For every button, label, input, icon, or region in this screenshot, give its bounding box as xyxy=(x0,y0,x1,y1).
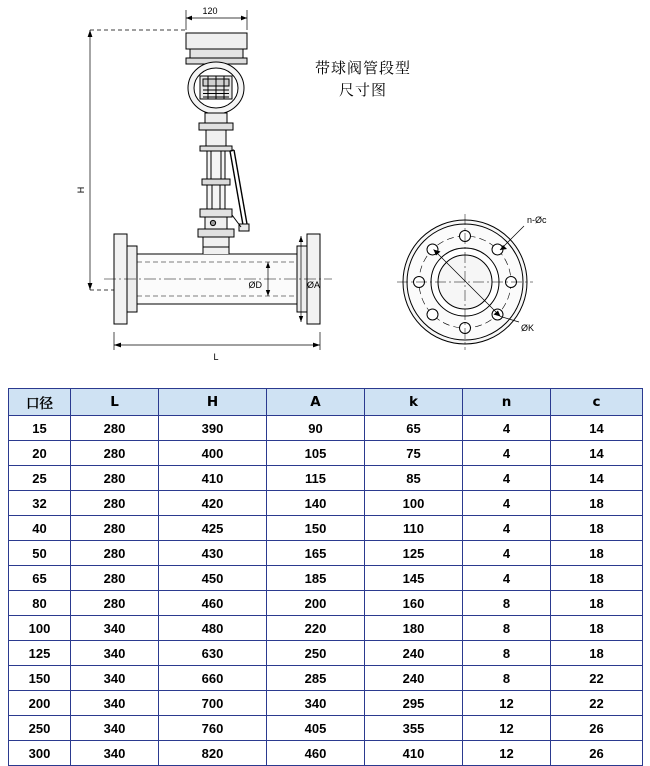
cell-H: 450 xyxy=(159,566,267,591)
label-flange-holes: n-Øc xyxy=(527,215,547,225)
table-row xyxy=(9,416,643,441)
cell-A: 220 xyxy=(267,616,365,641)
drawing-title xyxy=(288,57,438,101)
cell-H: 410 xyxy=(159,466,267,491)
table-row xyxy=(9,541,643,566)
cell-k: 75 xyxy=(365,441,463,466)
cell-kou-jing: 200 xyxy=(9,691,71,716)
cell-kou-jing: 80 xyxy=(9,591,71,616)
cell-H: 760 xyxy=(159,716,267,741)
stem-assembly xyxy=(198,130,234,247)
cell-H: 430 xyxy=(159,541,267,566)
cell-k: 65 xyxy=(365,416,463,441)
table-row xyxy=(9,741,643,766)
valve-handle xyxy=(230,150,249,231)
cell-k: 410 xyxy=(365,741,463,766)
cell-kou-jing: 20 xyxy=(9,441,71,466)
label-L: L xyxy=(213,352,219,362)
cell-k: 145 xyxy=(365,566,463,591)
table-row xyxy=(9,591,643,616)
cell-A: 340 xyxy=(267,691,365,716)
cell-n: 12 xyxy=(463,691,551,716)
cell-n: 4 xyxy=(463,441,551,466)
technical-drawing xyxy=(0,0,650,380)
cell-c: 18 xyxy=(551,541,643,566)
cell-A: 105 xyxy=(267,441,365,466)
cell-k: 240 xyxy=(365,641,463,666)
cell-A: 140 xyxy=(267,491,365,516)
cell-L: 280 xyxy=(71,516,159,541)
cell-kou-jing: 65 xyxy=(9,566,71,591)
cell-A: 285 xyxy=(267,666,365,691)
cell-A: 460 xyxy=(267,741,365,766)
cell-n: 12 xyxy=(463,741,551,766)
table-row xyxy=(9,466,643,491)
cell-H: 660 xyxy=(159,666,267,691)
table-row xyxy=(9,666,643,691)
cell-L: 340 xyxy=(71,691,159,716)
cell-L: 280 xyxy=(71,466,159,491)
cell-k: 240 xyxy=(365,666,463,691)
table-row xyxy=(9,641,643,666)
cell-kou-jing: 40 xyxy=(9,516,71,541)
cell-c: 26 xyxy=(551,716,643,741)
cell-n: 8 xyxy=(463,666,551,691)
column-header-H: H xyxy=(159,389,267,416)
dim-L xyxy=(114,332,320,350)
cell-L: 280 xyxy=(71,541,159,566)
cell-A: 405 xyxy=(267,716,365,741)
cell-A: 200 xyxy=(267,591,365,616)
cell-L: 340 xyxy=(71,616,159,641)
cell-L: 280 xyxy=(71,441,159,466)
cell-n: 4 xyxy=(463,541,551,566)
label-dia-A: ØA xyxy=(307,280,321,290)
flange-face-view xyxy=(397,214,533,350)
cell-c: 18 xyxy=(551,591,643,616)
column-header-kou-jing: 口径 xyxy=(9,389,71,416)
cell-kou-jing: 300 xyxy=(9,741,71,766)
cell-c: 18 xyxy=(551,516,643,541)
cell-c: 26 xyxy=(551,741,643,766)
cell-n: 4 xyxy=(463,516,551,541)
cell-k: 160 xyxy=(365,591,463,616)
cell-n: 4 xyxy=(463,466,551,491)
cell-H: 700 xyxy=(159,691,267,716)
label-bolt-circle: ØK xyxy=(521,323,535,333)
cell-L: 340 xyxy=(71,666,159,691)
pipe-body xyxy=(104,234,332,324)
dimension-table xyxy=(8,388,643,766)
cell-n: 4 xyxy=(463,491,551,516)
transmitter-housing xyxy=(186,33,247,130)
drawing-title-line1: 带球阀管段型 xyxy=(314,59,411,77)
cell-A: 165 xyxy=(267,541,365,566)
cell-kou-jing: 250 xyxy=(9,716,71,741)
cell-k: 100 xyxy=(365,491,463,516)
cell-kou-jing: 15 xyxy=(9,416,71,441)
cell-kou-jing: 32 xyxy=(9,491,71,516)
cell-H: 420 xyxy=(159,491,267,516)
column-header-n: n xyxy=(463,389,551,416)
cell-n: 8 xyxy=(463,641,551,666)
column-header-c: c xyxy=(551,389,643,416)
drawing-title-line2: 尺寸图 xyxy=(338,81,387,99)
cell-L: 340 xyxy=(71,716,159,741)
cell-n: 12 xyxy=(463,716,551,741)
cell-H: 820 xyxy=(159,741,267,766)
cell-c: 14 xyxy=(551,466,643,491)
cell-n: 4 xyxy=(463,566,551,591)
cell-L: 280 xyxy=(71,491,159,516)
cell-H: 630 xyxy=(159,641,267,666)
cell-L: 280 xyxy=(71,566,159,591)
cell-k: 180 xyxy=(365,616,463,641)
cell-c: 22 xyxy=(551,691,643,716)
cell-kou-jing: 150 xyxy=(9,666,71,691)
table-row xyxy=(9,616,643,641)
cell-n: 8 xyxy=(463,591,551,616)
cell-L: 340 xyxy=(71,641,159,666)
column-header-A: A xyxy=(267,389,365,416)
cell-k: 355 xyxy=(365,716,463,741)
cell-L: 280 xyxy=(71,416,159,441)
table-row xyxy=(9,491,643,516)
label-120: 120 xyxy=(202,6,218,16)
column-header-k: k xyxy=(365,389,463,416)
cell-c: 14 xyxy=(551,416,643,441)
column-header-L: L xyxy=(71,389,159,416)
cell-H: 400 xyxy=(159,441,267,466)
cell-c: 22 xyxy=(551,666,643,691)
cell-A: 185 xyxy=(267,566,365,591)
cell-c: 18 xyxy=(551,566,643,591)
cell-c: 14 xyxy=(551,441,643,466)
cell-A: 90 xyxy=(267,416,365,441)
table-row xyxy=(9,566,643,591)
cell-H: 460 xyxy=(159,591,267,616)
cell-c: 18 xyxy=(551,491,643,516)
table-row xyxy=(9,516,643,541)
table-row xyxy=(9,691,643,716)
cell-k: 125 xyxy=(365,541,463,566)
cell-k: 295 xyxy=(365,691,463,716)
cell-H: 480 xyxy=(159,616,267,641)
cell-A: 115 xyxy=(267,466,365,491)
cell-H: 425 xyxy=(159,516,267,541)
table-row xyxy=(9,716,643,741)
cell-L: 340 xyxy=(71,741,159,766)
label-dia-D: ØD xyxy=(248,280,262,290)
cell-H: 390 xyxy=(159,416,267,441)
cell-A: 250 xyxy=(267,641,365,666)
cell-n: 4 xyxy=(463,416,551,441)
cell-L: 280 xyxy=(71,591,159,616)
cell-c: 18 xyxy=(551,616,643,641)
cell-kou-jing: 100 xyxy=(9,616,71,641)
cell-A: 150 xyxy=(267,516,365,541)
cell-k: 85 xyxy=(365,466,463,491)
cell-c: 18 xyxy=(551,641,643,666)
table-header-row xyxy=(9,389,643,416)
cell-n: 8 xyxy=(463,616,551,641)
label-H: H xyxy=(76,186,86,194)
cell-kou-jing: 25 xyxy=(9,466,71,491)
cell-kou-jing: 125 xyxy=(9,641,71,666)
cell-k: 110 xyxy=(365,516,463,541)
table-row xyxy=(9,441,643,466)
cell-kou-jing: 50 xyxy=(9,541,71,566)
